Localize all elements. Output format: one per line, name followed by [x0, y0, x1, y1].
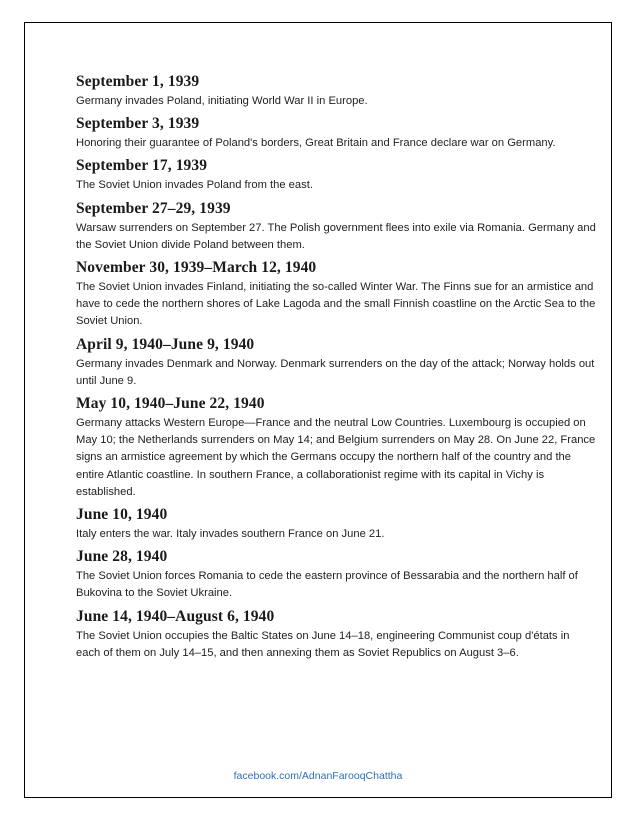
entry-text: Honoring their guarantee of Poland's borders, Great Britain and France declare war on Germany. — [76, 137, 556, 150]
entry-date: September 3, 1939 — [76, 115, 200, 133]
entry-date: June 28, 1940 — [76, 548, 168, 566]
entry-text: Germany invades Denmark and Norway. Denmark surrenders on the day of the attack; Norway holds out until June 9. — [76, 357, 595, 387]
timeline-entry — [76, 115, 596, 152]
timeline-entry — [76, 395, 596, 501]
timeline-entry — [76, 157, 596, 194]
entry-text: The Soviet Union forces Romania to cede the eastern province of Bessarabia and the northern half of Bukovina to the Soviet Ukraine. — [76, 570, 578, 600]
entry-date: September 17, 1939 — [76, 157, 208, 175]
timeline-entry — [76, 73, 596, 110]
entry-text: The Soviet Union occupies the Baltic States on June 14–18, engineering Communist coup d'états in each of them on July 14–15, and then annexing them as Soviet Republics on August 3–6. — [76, 629, 570, 659]
entry-date: September 1, 1939 — [76, 73, 200, 90]
timeline-entry — [76, 259, 596, 331]
document-page — [24, 22, 612, 798]
entry-date: June 10, 1940 — [76, 506, 168, 524]
entry-text: The Soviet Union invades Poland from the east. — [76, 179, 313, 192]
timeline — [76, 73, 596, 667]
entry-text: Germany attacks Western Europe—France and the neutral Low Countries. Luxembourg is occupied on May 10; the Netherlands surrenders on May 14; and Belgium surrenders on May 28. On June 22, France signs an armistice agreement by which the Germans occupy the northern half of the country and the entire Atlantic coastline. In southern France, a collaborationist regime with its capital in Vichy is established. — [76, 417, 596, 498]
footer-link[interactable]: facebook.com/AdnanFarooqChattha — [233, 770, 403, 782]
timeline-entry — [76, 548, 596, 602]
entry-date: September 27–29, 1939 — [76, 199, 231, 217]
timeline-entry — [76, 200, 596, 254]
entry-text: Warsaw surrenders on September 27. The Polish government flees into exile via Romania. Germany and the Soviet Union divide Poland between them. — [76, 221, 596, 251]
timeline-entry — [76, 608, 596, 662]
entry-date: April 9, 1940–June 9, 1940 — [76, 335, 255, 353]
timeline-entry — [76, 506, 596, 543]
entry-text: The Soviet Union invades Finland, initiating the so-called Winter War. The Finns sue for an armistice and have to cede the northern shores of Lake Lagoda and the small Finnish coastline on the Arctic Sea to the Soviet Union. — [76, 281, 596, 328]
entry-date: June 14, 1940–August 6, 1940 — [76, 607, 275, 625]
entry-date: November 30, 1939–March 12, 1940 — [76, 259, 317, 277]
entry-text: Italy enters the war. Italy invades southern France on June 21. — [76, 528, 385, 541]
timeline-entry — [76, 336, 596, 390]
entry-text: Germany invades Poland, initiating World War II in Europe. — [76, 95, 368, 107]
entry-date: May 10, 1940–June 22, 1940 — [76, 395, 265, 413]
